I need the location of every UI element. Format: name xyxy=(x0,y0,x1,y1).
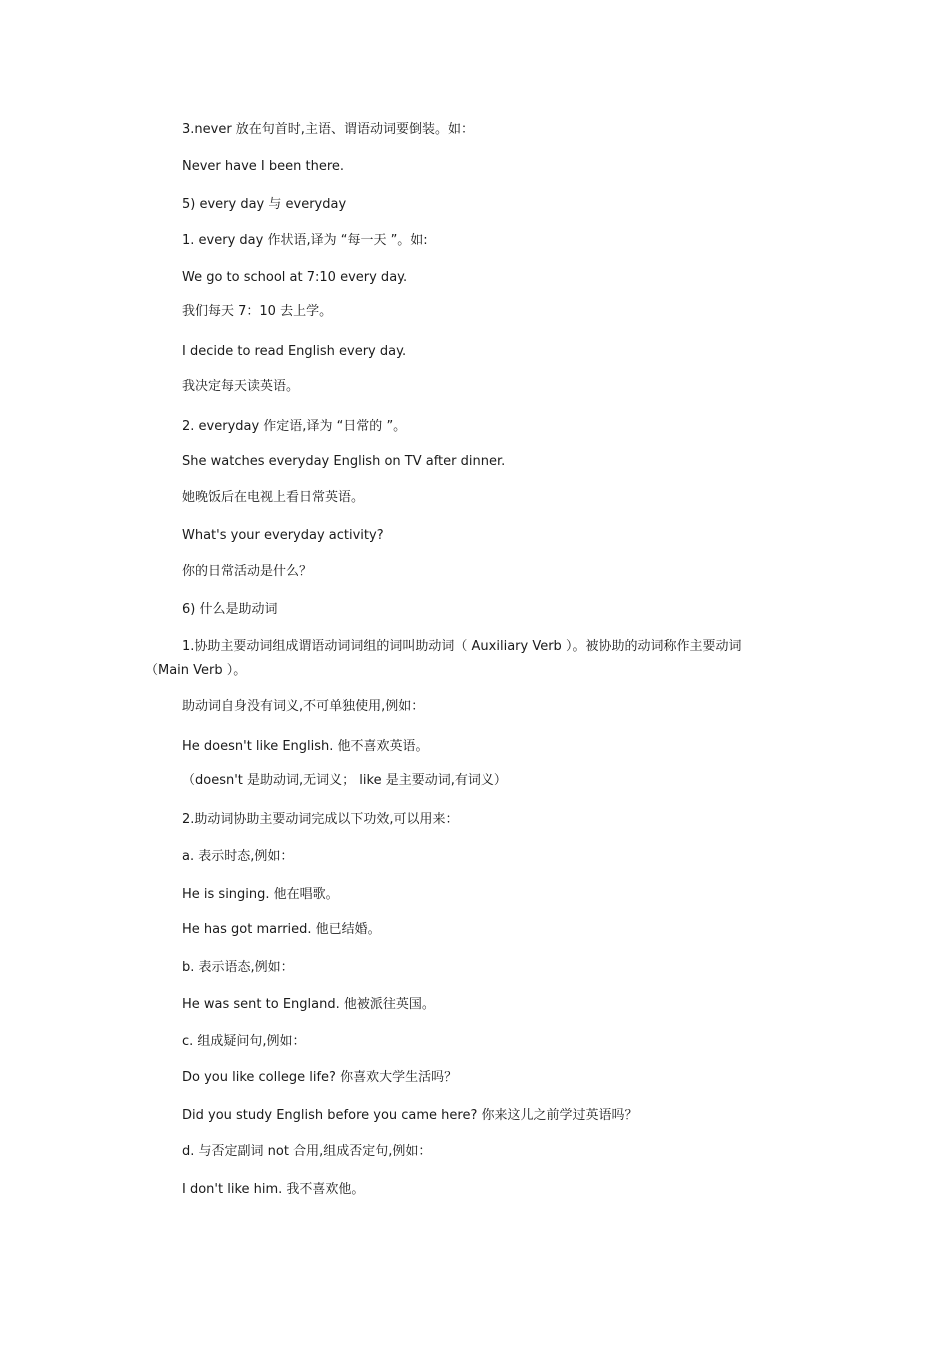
text-line-everyday-translation-2: 你的日常活动是什么？ xyxy=(182,564,313,579)
text-line-auxiliary-definition-cont: （Main Verb ）。 xyxy=(145,663,247,678)
section-heading-every-day: 5) every day 与 everyday xyxy=(182,197,347,212)
text-line-everyday-rule: 2. everyday 作定语,译为 “日常的 ”。 xyxy=(182,419,407,434)
text-line-every-day-example-1: We go to school at 7:10 every day. xyxy=(182,270,408,285)
text-line-function-a: a. 表示时态,例如： xyxy=(182,849,294,864)
text-line-function-c-example-2: Did you study English before you came here? 你来这儿之前学过英语吗？ xyxy=(182,1108,638,1123)
text-line-function-b-example: He was sent to England. 他被派往英国。 xyxy=(182,997,435,1012)
text-line-function-c-example-1: Do you like college life? 你喜欢大学生活吗？ xyxy=(182,1070,458,1085)
text-line-every-day-translation-1: 我们每天 7：10 去上学。 xyxy=(182,304,333,319)
text-line-auxiliary-definition: 1.协助主要动词组成谓语动词词组的词叫助动词（ Auxiliary Verb ）。被协助的动词称作主要动词 xyxy=(182,639,742,654)
text-line-every-day-translation-2: 我决定每天读英语。 xyxy=(182,379,300,394)
text-line-never-example: Never have I been there. xyxy=(182,159,345,174)
text-line-auxiliary-no-meaning: 助动词自身没有词义,不可单独使用,例如： xyxy=(182,699,425,714)
text-line-everyday-example-2: What's your everyday activity? xyxy=(182,528,384,543)
text-line-function-a-example-2: He has got married. 他已结婚。 xyxy=(182,922,381,937)
text-line-auxiliary-explanation: （doesn't 是助动词,无词义； like 是主要动词,有词义） xyxy=(182,773,507,788)
section-heading-auxiliary: 6) 什么是助动词 xyxy=(182,602,278,617)
text-line-everyday-translation-1: 她晚饭后在电视上看日常英语。 xyxy=(182,490,365,505)
text-line-function-d-example: I don't like him. 我不喜欢他。 xyxy=(182,1182,365,1197)
text-line-function-a-example-1: He is singing. 他在唱歌。 xyxy=(182,887,339,902)
text-line-function-c: c. 组成疑问句,例如： xyxy=(182,1034,306,1049)
text-line-every-day-rule: 1. every day 作状语,译为 “每一天 ”。如: xyxy=(182,233,428,248)
text-line-auxiliary-example: He doesn't like English. 他不喜欢英语。 xyxy=(182,739,429,754)
text-line-function-d: d. 与否定副词 not 合用,组成否定句,例如： xyxy=(182,1144,432,1159)
text-line-never-rule: 3.never 放在句首时,主语、谓语动词要倒装。如： xyxy=(182,122,474,137)
text-line-auxiliary-functions: 2.助动词协助主要动词完成以下功效,可以用来： xyxy=(182,812,459,827)
text-line-every-day-example-2: I decide to read English every day. xyxy=(182,344,407,359)
text-line-function-b: b. 表示语态,例如： xyxy=(182,960,294,975)
text-line-everyday-example-1: She watches everyday English on TV after dinner. xyxy=(182,454,506,469)
